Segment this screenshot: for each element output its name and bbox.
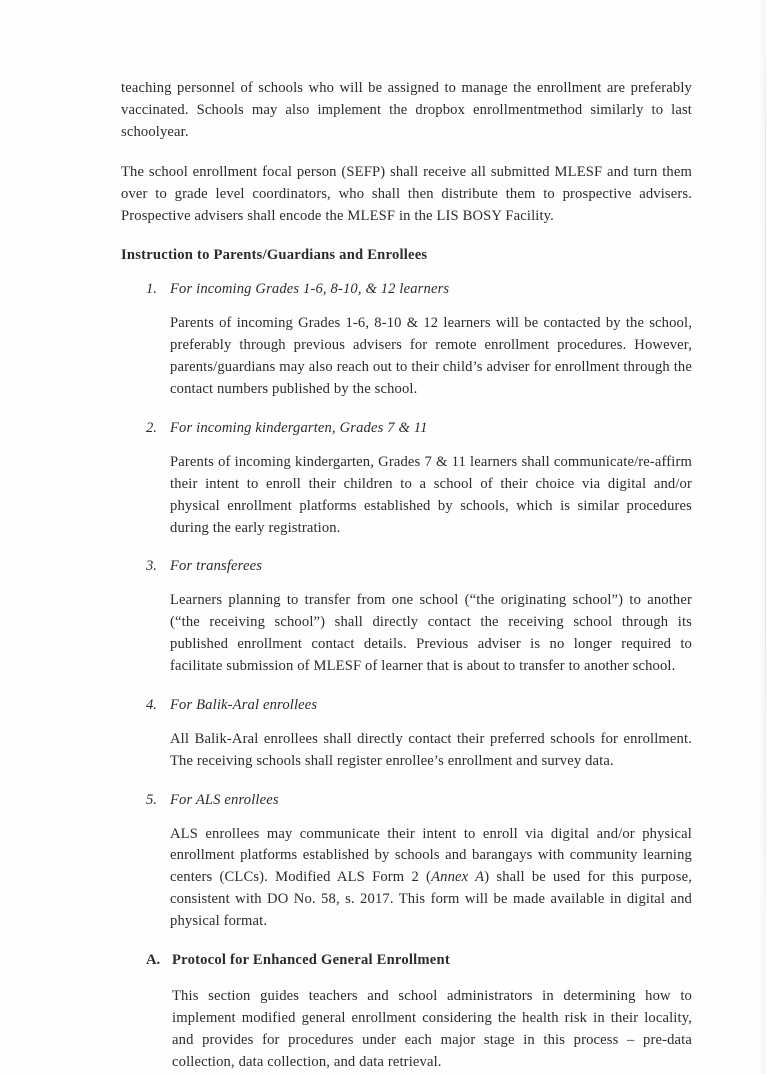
section-a-marker: A. — [146, 952, 161, 969]
list-item-marker: 5. — [146, 791, 157, 808]
list-item-title: For ALS enrollees — [170, 791, 279, 808]
list-item-marker: 1. — [146, 281, 157, 298]
list-item-title: For Balik-Aral enrollees — [170, 696, 318, 713]
list-item-body-part2: ) shall be used for this purpose, consistent with DO No. 58, s. 2017. This form will be made available in digital and physical format. — [170, 869, 692, 930]
list-item — [121, 279, 692, 401]
list-item — [121, 556, 692, 678]
list-item — [121, 695, 692, 773]
list-item-marker: 2. — [146, 419, 157, 436]
list-item-body: Parents of incoming kindergarten, Grades 7 & 11 learners shall communicate/re-affirm their intent to enroll their children to a school of their choice via digital and/or physical enrollment platforms established by schools, which is similar procedures during the early registration. — [170, 453, 692, 536]
list-item-body: All Balik-Aral enrollees shall directly contact their preferred schools for enrollment. The receiving schools shall register enrollee’s enrollment and survey data. — [170, 730, 692, 769]
list-item-body: Learners planning to transfer from one school (“the originating school”) to another (“the receiving school”) shall directly contact the receiving school through its published enrollment contact details. Previous adviser is no longer required to facilitate submission of MLESF of learner that is about to transfer to another school. — [170, 592, 692, 675]
list-item-marker: 3. — [146, 558, 157, 575]
list-item — [121, 790, 692, 933]
list-item-marker: 4. — [146, 696, 157, 713]
document-content — [121, 78, 692, 1074]
list-item-title: For incoming kindergarten, Grades 7 & 11 — [170, 419, 428, 436]
list-item-body — [170, 824, 692, 934]
paragraph-vaccination-dropbox: teaching personnel of schools who will be assigned to manage the enrollment are preferably vaccinated. Schools may also implement the dropbox enrollmentmethod similarly to last schoolyear. — [121, 80, 692, 140]
list-item-body: Parents of incoming Grades 1-6, 8-10 & 12 learners will be contacted by the school, preferably through previous advisers for remote enrollment procedures. However, parents/guardians may also reach out to their child’s adviser for enrollment through the contact numbers published by the school. — [170, 315, 692, 397]
instruction-item-list — [121, 279, 692, 933]
scan-edge-shadow — [758, 0, 765, 1074]
heading-instruction-to-parents: Instruction to Parents/Guardians and Enrollees — [121, 247, 428, 264]
list-item-title: For transferees — [170, 558, 263, 575]
list-item-body-part1: ALS enrollees may communicate their intent to enroll via digital and/or physical enrollment platforms established by schools and barangays with community learning centers (CLCs). Modified ALS Form 2 ( — [170, 825, 692, 886]
section-a-title: Protocol for Enhanced General Enrollment — [172, 952, 450, 969]
section-a-body: This section guides teachers and school administrators in determining how to implement modified general enrollment considering the health risk in their locality, and provides for procedures under each major stage in this process – pre-data collection, data collection, and data retrieval. — [172, 988, 692, 1070]
list-item — [121, 418, 692, 540]
paragraph-sefp-mlesf: The school enrollment focal person (SEFP) shall receive all submitted MLESF and turn them over to grade level coordinators, who shall then distribute them to prospective advisers. Prospective advisers shall encode the MLESF in the LIS BOSY Facility. — [121, 163, 692, 224]
list-item-title: For incoming Grades 1-6, 8-10, & 12 learners — [170, 281, 450, 298]
annex-reference: Annex A — [431, 869, 485, 886]
section-a — [121, 950, 692, 1074]
scan-edge-line — [765, 0, 766, 1074]
